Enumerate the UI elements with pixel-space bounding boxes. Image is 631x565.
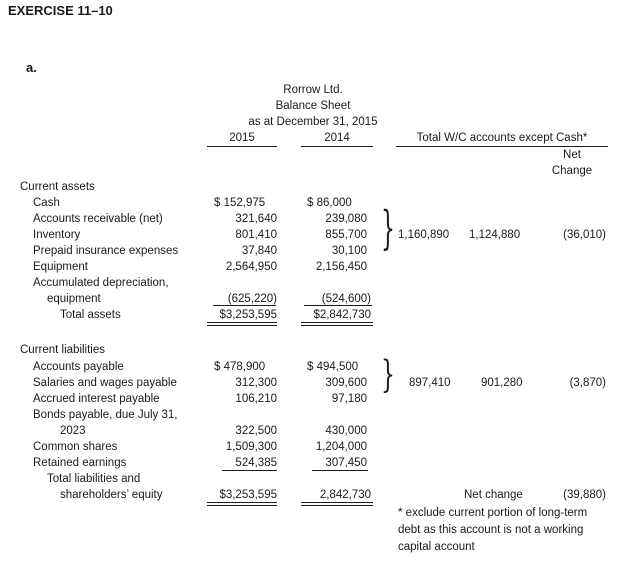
part-label: a. (26, 60, 37, 75)
asset-label-ar: Accounts receivable (net) (33, 213, 163, 225)
liabilities-heading: Current liabilities (20, 344, 106, 356)
liab-label-bonds-1: Bonds payable, due July 31, (33, 409, 178, 421)
liab-2015-common: 1,509,300 (225, 441, 277, 453)
footnote-line-2: debt as this account is not a working (398, 524, 584, 536)
liab-2015-bonds: 322,500 (235, 425, 277, 437)
asset-wc-net: (36,010) (563, 229, 606, 241)
net-change-label: Net change (464, 489, 523, 501)
liab-label-retained: Retained earnings (33, 457, 127, 469)
assets-heading: Current assets (20, 181, 95, 193)
liab-2014-interest: 97,180 (331, 393, 367, 405)
liab-wc-2014: 901,280 (481, 377, 523, 389)
asset-2015-inventory: 801,410 (235, 229, 277, 241)
asset-label-inventory: Inventory (33, 229, 81, 241)
liab-wc-brace: } (381, 354, 395, 398)
footnote-line-3: capital account (398, 541, 475, 553)
asset-2014-prepaid: 30,100 (331, 245, 367, 257)
wc-header: Total W/C accounts except Cash* (416, 132, 588, 144)
net-header: Net (563, 149, 581, 161)
underline-2015-retained (222, 470, 277, 471)
change-header: Change (551, 165, 593, 177)
liab-label-total-2: shareholders’ equity (60, 489, 163, 501)
asset-2015-equipment: 2,564,950 (225, 261, 277, 273)
liab-label-total-1: Total liabilities and (47, 473, 141, 485)
asset-2015-cash: $ 152,975 (214, 197, 266, 209)
underline-2014-retained (312, 470, 368, 471)
underline-2015-accum (213, 305, 276, 306)
asset-label-prepaid: Prepaid insurance expenses (33, 245, 179, 257)
liab-2015-interest: 106,210 (235, 393, 277, 405)
liab-label-ap: Accounts payable (33, 361, 124, 373)
asset-label-total: Total assets (60, 309, 121, 321)
double-underline-2015-liab (207, 502, 277, 506)
double-underline-2014-assets (301, 322, 373, 326)
asset-2014-inventory: 855,700 (325, 229, 367, 241)
asset-2014-accum-dep: (524,600) (321, 293, 371, 305)
asset-label-equipment: Equipment (33, 261, 88, 273)
asset-2014-cash: $ 86,000 (307, 197, 352, 209)
double-underline-2015-assets (207, 322, 277, 326)
liab-2014-common: 1,204,000 (315, 441, 367, 453)
asset-2015-prepaid: 37,840 (241, 245, 277, 257)
liab-wc-net: (3,870) (569, 377, 606, 389)
liab-2015-ap: $ 478,900 (214, 361, 266, 373)
net-change-value: (39,880) (563, 489, 606, 501)
liab-label-interest: Accrued interest payable (33, 393, 160, 405)
liab-label-bonds-2: 2023 (60, 425, 86, 437)
asset-label-cash: Cash (33, 197, 60, 209)
liab-2014-salaries: 309,600 (325, 377, 367, 389)
asset-label-accum-dep-1: Accumulated depreciation, (33, 277, 169, 289)
header-underline-2015 (207, 146, 277, 147)
liab-label-salaries: Salaries and wages payable (33, 377, 177, 389)
wc-header-underline (396, 146, 608, 147)
asset-label-accum-dep-2: equipment (47, 293, 101, 305)
asset-2014-ar: 239,080 (325, 213, 367, 225)
statement-date: as at December 31, 2015 (248, 116, 378, 128)
header-underline-2014 (301, 146, 373, 147)
exercise-title: EXERCISE 11–10 (8, 3, 113, 18)
underline-2014-accum (304, 305, 372, 306)
liab-2015-total: $3,253,595 (219, 489, 277, 501)
year-2014-header: 2014 (324, 132, 350, 144)
footnote-line-1: * exclude current portion of long-term (398, 507, 588, 519)
year-2015-header: 2015 (229, 132, 255, 144)
statement-name: Balance Sheet (275, 100, 351, 112)
liab-2014-bonds: 430,000 (325, 425, 367, 437)
double-underline-2014-liab (301, 502, 373, 506)
asset-2015-accum-dep: (625,220) (227, 293, 277, 305)
liab-wc-2015: 897,410 (409, 377, 451, 389)
asset-wc-brace: } (381, 203, 395, 257)
company-name: Rorrow Ltd. (283, 84, 343, 96)
liab-2014-retained: 307,450 (325, 457, 367, 469)
asset-2014-equipment: 2,156,450 (315, 261, 367, 273)
asset-2014-total: $2,842,730 (313, 309, 371, 321)
liab-2014-total: 2,842,730 (319, 489, 371, 501)
asset-2015-ar: 321,640 (235, 213, 277, 225)
asset-wc-2014: 1,124,880 (469, 229, 521, 241)
asset-wc-2015: 1,160,890 (398, 229, 450, 241)
liab-2015-salaries: 312,300 (235, 377, 277, 389)
liab-2014-ap: $ 494,500 (307, 361, 359, 373)
liab-label-common: Common shares (33, 441, 118, 453)
asset-2015-total: $3,253,595 (219, 309, 277, 321)
liab-2015-retained: 524,385 (235, 457, 277, 469)
